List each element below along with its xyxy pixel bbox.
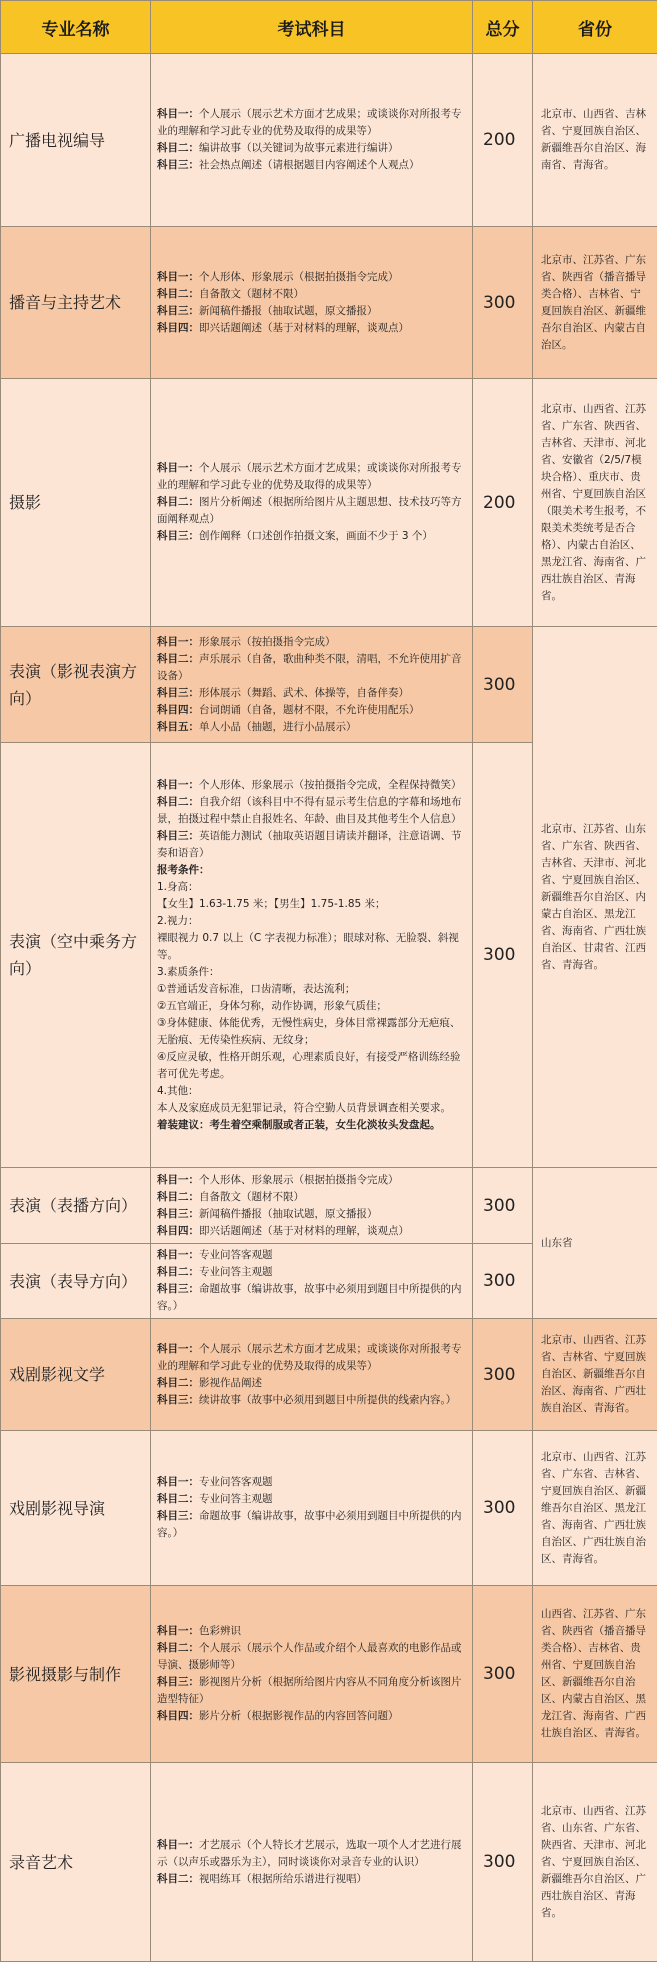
subject-item: 科目三：形体展示（舞蹈、武术、体操等，自备伴奏）	[157, 685, 466, 702]
exam-subjects	[151, 227, 473, 379]
subject-item: 科目二：自备散文（题材不限）	[157, 1189, 466, 1206]
requirement-line: 2.视力：	[157, 913, 466, 930]
subject-item: 科目二：自我介绍（该科目中不得有显示考生信息的字幕和场地布景，拍摄过程中禁止自报姓名、年龄、曲目及其他考生个人信息）	[157, 794, 466, 828]
exam-subjects	[151, 1319, 473, 1431]
exam-subjects	[151, 627, 473, 743]
subject-item: 科目一：才艺展示（个人特长才艺展示，选取一项个人才艺进行展示（以声乐或器乐为主），同时谈谈你对录音专业的认识）	[157, 1837, 466, 1871]
total-score: 300	[473, 1763, 533, 1962]
subject-item: 科目二：编讲故事（以关键词为故事元素进行编讲）	[157, 140, 466, 157]
total-score: 300	[473, 1168, 533, 1244]
subject-item: 科目三：新闻稿件播报（抽取试题，原文播报）	[157, 1206, 466, 1223]
subject-item: 科目四：台词朗诵（自备，题材不限，不允许使用配乐）	[157, 702, 466, 719]
major-name: 表演（表播方向）	[1, 1168, 151, 1244]
major-name: 摄影	[1, 379, 151, 627]
major-name: 播音与主持艺术	[1, 227, 151, 379]
requirement-line: 1.身高：	[157, 879, 466, 896]
subject-item: 科目一：个人形体、形象展示（按拍摄指令完成，全程保持微笑）	[157, 777, 466, 794]
table-row	[1, 1586, 657, 1763]
table-row	[1, 1431, 657, 1586]
total-score: 300	[473, 1586, 533, 1763]
major-name: 表演（空中乘务方向）	[1, 743, 151, 1168]
table-row	[1, 1168, 657, 1244]
exam-subjects	[151, 1763, 473, 1962]
subject-item: 科目三：续讲故事（故事中必须用到题目中所提供的线索内容。）	[157, 1392, 466, 1409]
header-major: 专业名称	[1, 1, 151, 54]
subject-item: 科目三：新闻稿件播报（抽取试题，原文播报）	[157, 303, 466, 320]
table-row	[1, 1319, 657, 1431]
header-subjects: 考试科目	[151, 1, 473, 54]
total-score: 300	[473, 227, 533, 379]
major-name: 影视摄影与制作	[1, 1586, 151, 1763]
requirement-line: ③身体健康、体能优秀，无慢性病史，身体目常裸露部分无疤痕、无胎痕、无传染性疾病、无纹身；	[157, 1015, 466, 1049]
province-list: 山西省、江苏省、广东省、陕西省（播音播导类合格）、吉林省、贵州省、宁夏回族自治区、新疆维吾尔自治区、内蒙古自治区、黑龙江省、海南省、广西壮族自治区、青海省。	[533, 1586, 657, 1763]
total-score: 200	[473, 379, 533, 627]
exam-subjects	[151, 54, 473, 227]
subject-item: 科目一：个人展示（展示艺术方面才艺成果；或谈谈你对所报考专业的理解和学习此专业的优势及取得的成果等）	[157, 106, 466, 140]
total-score: 300	[473, 1431, 533, 1586]
province-list: 北京市、山西省、江苏省、山东省、广东省、陕西省、天津市、河北省、宁夏回族自治区、新疆维吾尔自治区、广西壮族自治区、青海省。	[533, 1763, 657, 1962]
subject-item: 科目一：专业问答客观题	[157, 1474, 466, 1491]
requirement-line: 报考条件：	[157, 862, 466, 879]
subject-item: 科目四：即兴话题阐述（基于对材料的理解，谈观点）	[157, 320, 466, 337]
requirement-line: 本人及家庭成员无犯罪记录，符合空勤人员背景调查相关要求。	[157, 1100, 466, 1117]
table-row	[1, 379, 657, 627]
subject-item: 科目三：命题故事（编讲故事，故事中必须用到题目中所提供的内容。）	[157, 1281, 466, 1315]
subject-item: 科目二：视唱练耳（根据所给乐谱进行视唱）	[157, 1871, 466, 1888]
header-score: 总分	[473, 1, 533, 54]
requirement-line: ④反应灵敏，性格开朗乐观，心理素质良好，有接受严格训练经验者可优先考虑。	[157, 1049, 466, 1083]
subject-item: 科目三：英语能力测试（抽取英语题目请读并翻译，注意语调、节奏和语音）	[157, 828, 466, 862]
subject-item: 科目二：个人展示（展示个人作品或介绍个人最喜欢的电影作品或导演、摄影师等）	[157, 1640, 466, 1674]
major-name: 戏剧影视导演	[1, 1431, 151, 1586]
exam-subjects	[151, 1431, 473, 1586]
province-list: 北京市、山西省、江苏省、广东省、吉林省、宁夏回族自治区、新疆维吾尔自治区、黑龙江省、海南省、广西壮族自治区、广西壮族自治区、青海省。	[533, 1431, 657, 1586]
subject-item: 科目一：色彩辨识	[157, 1623, 466, 1640]
subject-item: 科目一：个人展示（展示艺术方面才艺成果；或谈谈你对所报考专业的理解和学习此专业的优势及取得的成果等）	[157, 1341, 466, 1375]
subject-item: 科目三：影视图片分析（根据所给图片内容从不同角度分析该图片造型特征）	[157, 1674, 466, 1708]
province-list: 北京市、江苏省、广东省、陕西省（播音播导类合格）、吉林省、宁夏回族自治区、新疆维吾尔自治区、内蒙古自治区。	[533, 227, 657, 379]
subject-item: 科目一：个人形体、形象展示（根据拍摄指令完成）	[157, 269, 466, 286]
requirement-line: 裸眼视力 0.7 以上（C 字表视力标准）；眼球对称、无脸裂、斜视等。	[157, 930, 466, 964]
province-list: 北京市、山西省、江苏省、广东省、陕西省、吉林省、天津市、河北省、安徽省（2/5/7模块合格）、重庆市、贵州省、宁夏回族自治区（限美术考生报考，不限美术类统考是否合格）、内蒙古自治区、黑龙江省、海南省、广西壮族自治区、青海省。	[533, 379, 657, 627]
major-name: 戏剧影视文学	[1, 1319, 151, 1431]
total-score: 300	[473, 1244, 533, 1319]
province-list: 北京市、山西省、江苏省、吉林省、宁夏回族自治区、新疆维吾尔自治区、海南省、广西壮族自治区、青海省。	[533, 1319, 657, 1431]
subject-item: 科目一：个人展示（展示艺术方面才艺成果；或谈谈你对所报考专业的理解和学习此专业的优势及取得的成果等）	[157, 460, 466, 494]
total-score: 300	[473, 743, 533, 1168]
subject-item: 科目二：专业问答主观题	[157, 1264, 466, 1281]
subject-item: 科目一：形象展示（按拍摄指令完成）	[157, 634, 466, 651]
major-name: 录音艺术	[1, 1763, 151, 1962]
exam-subjects	[151, 743, 473, 1168]
exam-subjects	[151, 1168, 473, 1244]
subject-item: 科目三：社会热点阐述（请根据题目内容阐述个人观点）	[157, 157, 466, 174]
province-list: 北京市、江苏省、山东省、广东省、陕西省、吉林省、天津市、河北省、宁夏回族自治区、新疆维吾尔自治区、内蒙古自治区、黑龙江省、海南省、广西壮族自治区、甘肃省、江西省、青海省。	[533, 627, 657, 1168]
header-row	[1, 1, 657, 54]
requirement-line: 4.其他：	[157, 1083, 466, 1100]
subject-item: 科目四：影片分析（根据影视作品的内容回答问题）	[157, 1708, 466, 1725]
subject-item: 科目二：影视作品阐述	[157, 1375, 466, 1392]
requirement-line: ②五官端正，身体匀称，动作协调，形象气质佳；	[157, 998, 466, 1015]
major-name: 表演（表导方向）	[1, 1244, 151, 1319]
province-list: 北京市、山西省、吉林省、宁夏回族自治区、新疆维吾尔自治区、海南省、青海省。	[533, 54, 657, 227]
table-row	[1, 54, 657, 227]
subject-item: 科目一：专业问答客观题	[157, 1247, 466, 1264]
province-list: 山东省	[533, 1168, 657, 1319]
total-score: 300	[473, 1319, 533, 1431]
subject-item: 科目五：单人小品（抽题，进行小品展示）	[157, 719, 466, 736]
table-row	[1, 627, 657, 743]
exam-subjects	[151, 379, 473, 627]
total-score: 300	[473, 627, 533, 743]
subject-item: 科目二：图片分析阐述（根据所给图片从主题思想、技术技巧等方面阐释观点）	[157, 494, 466, 528]
subject-item: 科目一：个人形体、形象展示（根据拍摄指令完成）	[157, 1172, 466, 1189]
requirement-line: 3.素质条件：	[157, 964, 466, 981]
subject-item: 科目二：自备散文（题材不限）	[157, 286, 466, 303]
total-score: 200	[473, 54, 533, 227]
major-name: 广播电视编导	[1, 54, 151, 227]
table-row	[1, 1763, 657, 1962]
requirement-line: ①普通话发音标准，口齿清晰，表达流利；	[157, 981, 466, 998]
requirement-line: 着装建议：考生着空乘制服或者正装，女生化淡妆头发盘起。	[157, 1117, 466, 1134]
subject-item: 科目二：专业问答主观题	[157, 1491, 466, 1508]
exam-subjects	[151, 1244, 473, 1319]
header-province: 省份	[533, 1, 657, 54]
major-name: 表演（影视表演方向）	[1, 627, 151, 743]
subject-item: 科目三：命题故事（编讲故事，故事中必须用到题目中所提供的内容。）	[157, 1508, 466, 1542]
exam-subjects	[151, 1586, 473, 1763]
subject-item: 科目四：即兴话题阐述（基于对材料的理解，谈观点）	[157, 1223, 466, 1240]
subject-item: 科目三：创作阐释（口述创作拍摄文案，画面不少于 3 个）	[157, 528, 466, 545]
requirement-line: 【女生】1.63-1.75 米；【男生】1.75-1.85 米；	[157, 896, 466, 913]
table-row	[1, 227, 657, 379]
subject-item: 科目二：声乐展示（自备，歌曲种类不限，清唱，不允许使用扩音设备）	[157, 651, 466, 685]
